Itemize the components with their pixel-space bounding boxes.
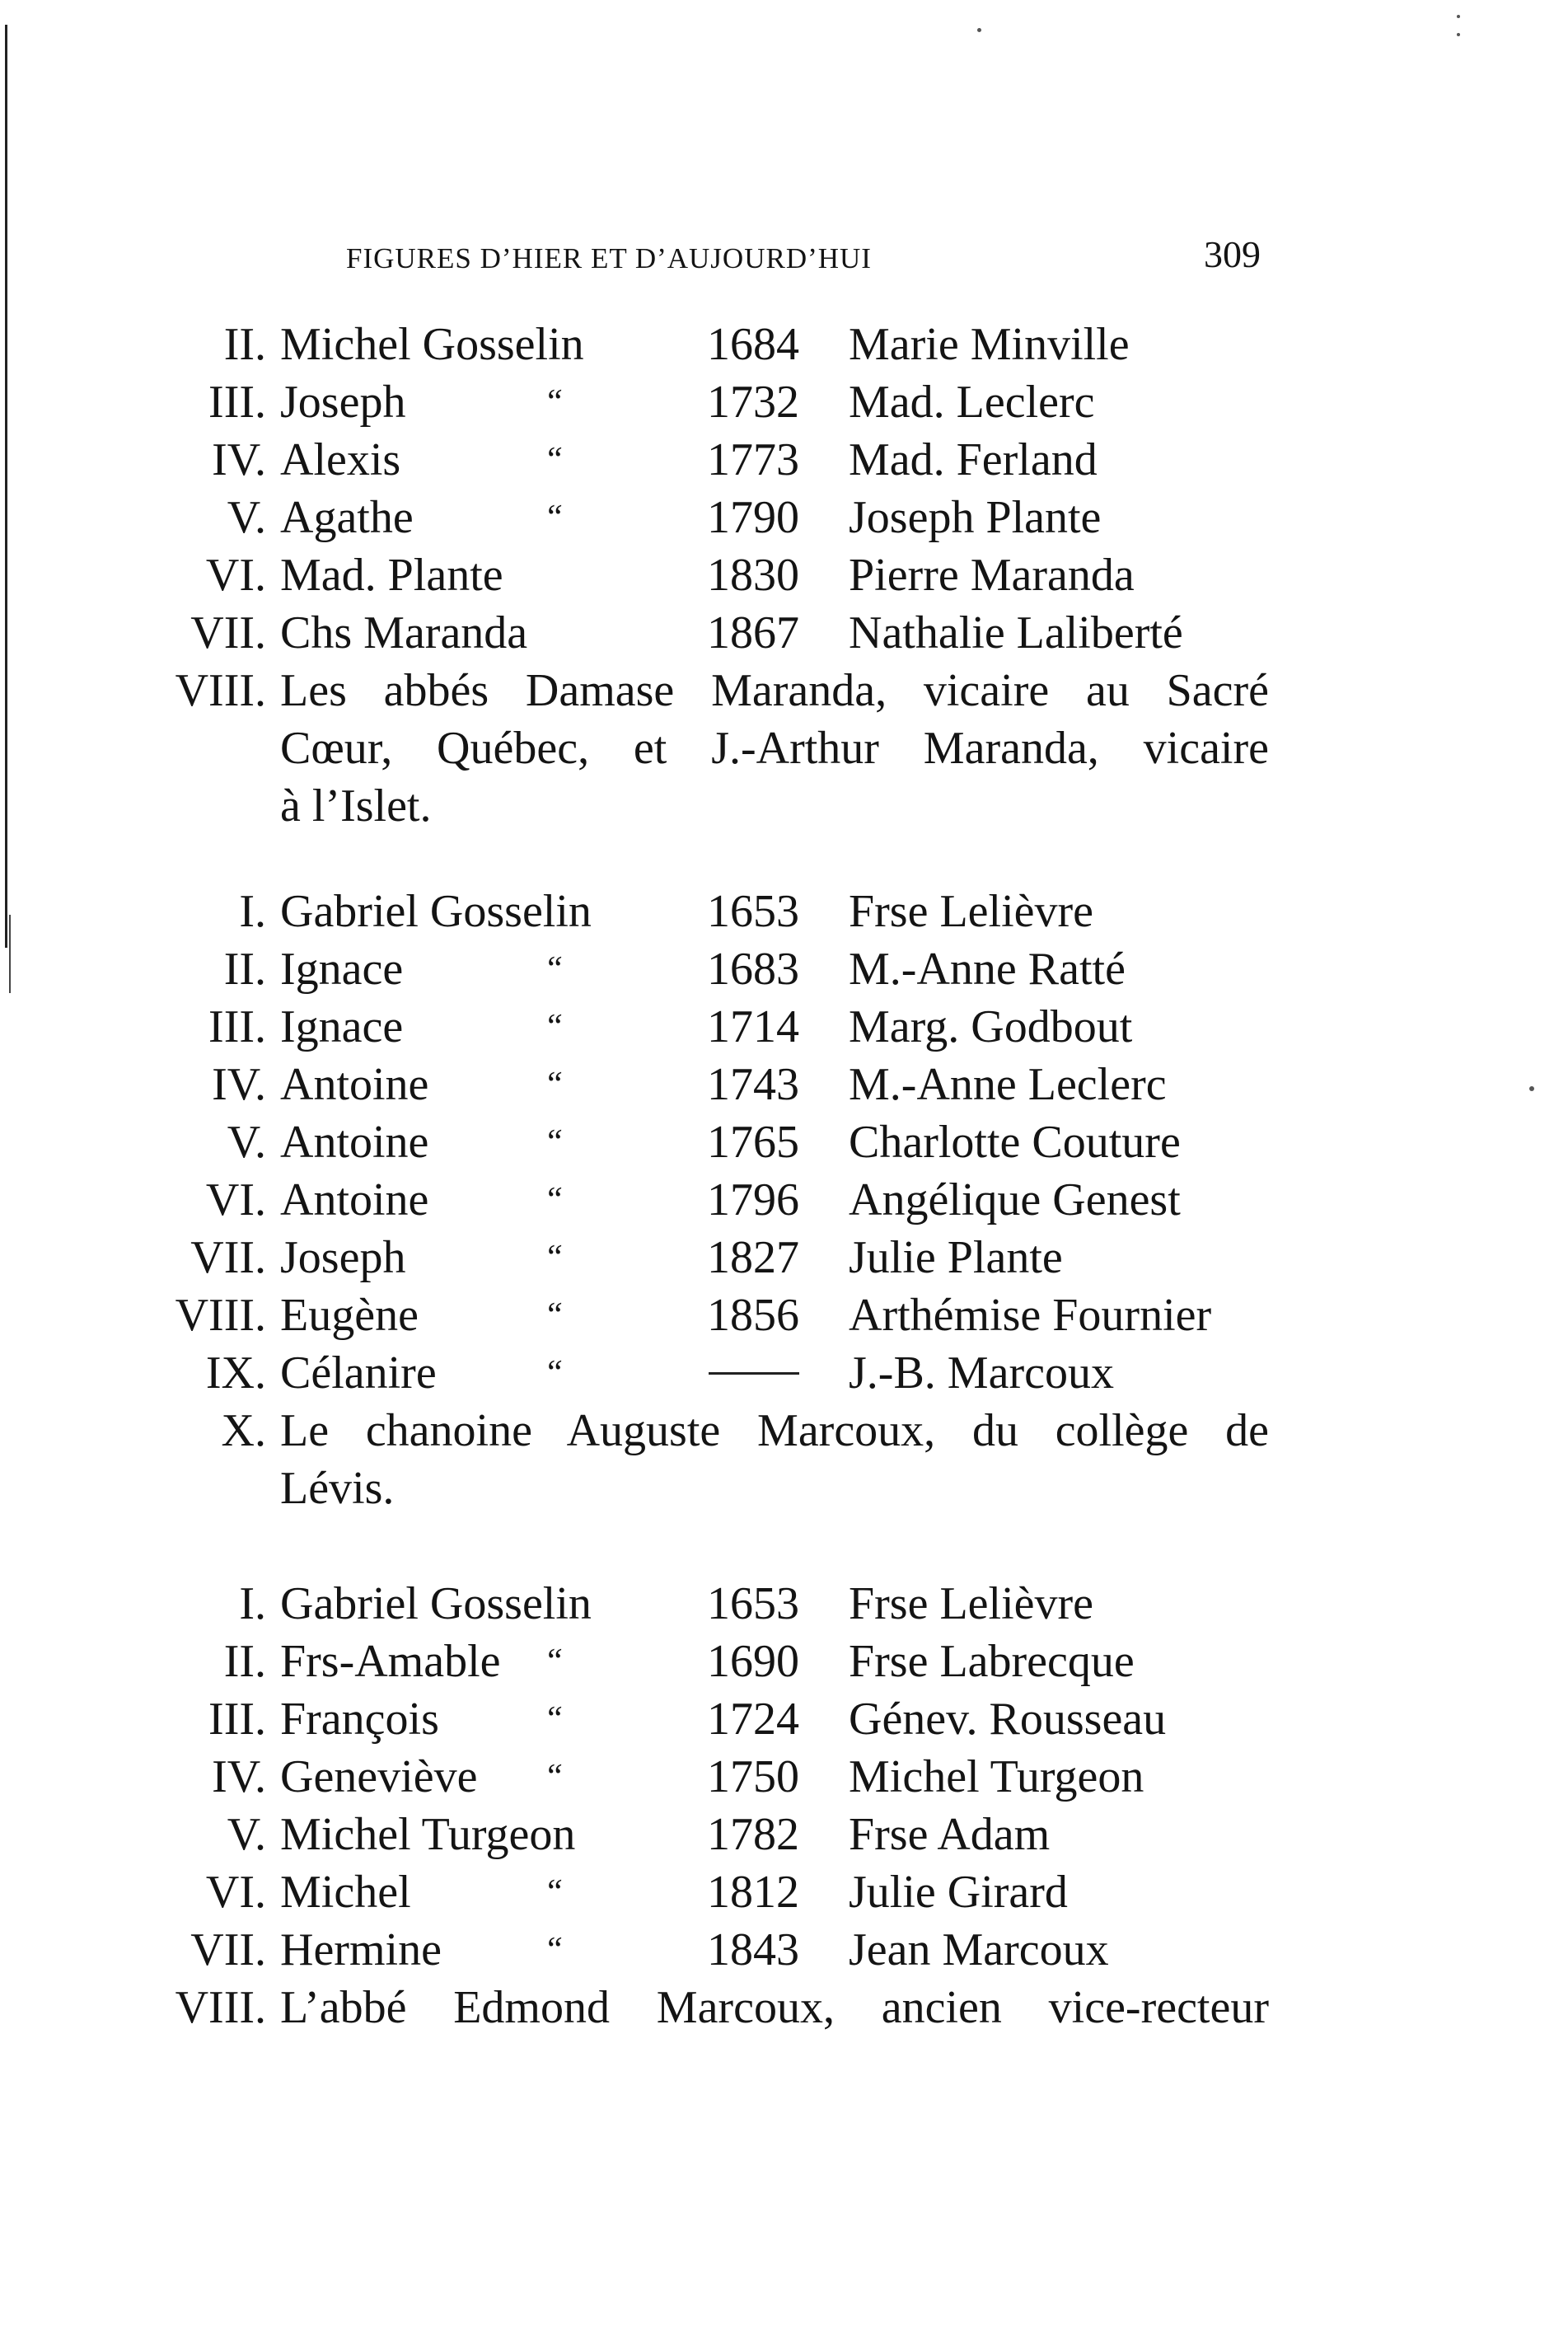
- generation-number: IX.: [205, 1347, 266, 1399]
- ditto-mark: “: [544, 1181, 564, 1219]
- table-row: [0, 1575, 1568, 1633]
- spouse-name: Marie Minville: [849, 319, 1130, 370]
- person-name: Antoine: [280, 1059, 429, 1110]
- spouse-name: Frse Labrecque: [849, 1636, 1135, 1687]
- running-title: FIGURES D’HIER ET D’AUJOURD’HUI: [346, 242, 872, 274]
- generation-number: VIII.: [175, 1982, 266, 2033]
- spouse-name: Michel Turgeon: [849, 1751, 1144, 1802]
- spouse-name: Julie Girard: [849, 1867, 1068, 1918]
- text-line: Lévis.: [280, 1463, 395, 1514]
- generation-number: VII.: [190, 1232, 266, 1283]
- scan-speck: [1457, 33, 1460, 36]
- ditto-mark: “: [544, 1700, 564, 1738]
- generation-number: V.: [227, 1117, 266, 1168]
- marriage-year: 1743: [707, 1059, 799, 1110]
- table-row: [0, 373, 1568, 431]
- table-row: [0, 489, 1568, 546]
- final-generation-row: [0, 1402, 1568, 1517]
- generation-number: V.: [227, 1809, 266, 1860]
- genealogy-section-2: [0, 883, 1568, 1517]
- page-header: [346, 232, 1261, 282]
- marriage-year: 1796: [707, 1174, 799, 1225]
- generation-number: III.: [208, 1001, 266, 1052]
- ditto-mark: “: [544, 1873, 564, 1911]
- spouse-name: Pierre Maranda: [849, 550, 1135, 601]
- spouse-name: Arthémise Fournier: [849, 1290, 1212, 1341]
- ditto-mark: “: [544, 1066, 564, 1104]
- generation-number: VIII.: [175, 1290, 266, 1341]
- generation-number: VI.: [205, 1867, 266, 1918]
- generation-number: I.: [239, 886, 266, 937]
- spouse-name: Angélique Genest: [849, 1174, 1181, 1225]
- marriage-year: 1827: [707, 1232, 799, 1283]
- generation-number: IV.: [212, 1059, 266, 1110]
- spouse-name: Marg. Godbout: [849, 1001, 1133, 1052]
- generation-number: VIII.: [175, 665, 266, 716]
- person-name: Mad. Plante: [280, 550, 503, 601]
- ditto-mark: “: [544, 1123, 564, 1161]
- genealogy-section-3: [0, 1575, 1568, 2036]
- ditto-mark: “: [544, 1296, 564, 1334]
- spouse-name: Joseph Plante: [849, 492, 1102, 543]
- marriage-year: 1782: [707, 1809, 799, 1860]
- marriage-year: 1714: [707, 1001, 799, 1052]
- person-name: Agathe: [280, 492, 414, 543]
- ditto-mark: “: [544, 441, 564, 479]
- person-name: Michel: [280, 1867, 411, 1918]
- person-name: Antoine: [280, 1117, 429, 1168]
- ditto-mark: “: [544, 1354, 564, 1392]
- generation-number: V.: [227, 492, 266, 543]
- table-row: [0, 1863, 1568, 1921]
- person-name: Antoine: [280, 1174, 429, 1225]
- marriage-year: 1812: [707, 1867, 799, 1918]
- ditto-mark: “: [544, 1931, 564, 1969]
- spouse-name: Frse Lelièvre: [849, 1578, 1093, 1629]
- table-row: [0, 1056, 1568, 1113]
- spouse-name: Nathalie Laliberté: [849, 607, 1183, 658]
- spouse-name: Frse Adam: [849, 1809, 1051, 1860]
- person-name: Hermine: [280, 1924, 442, 1975]
- marriage-year: 1690: [707, 1636, 799, 1687]
- marriage-year: 1765: [707, 1117, 799, 1168]
- generation-number: VII.: [190, 1924, 266, 1975]
- marriage-year: 1830: [707, 550, 799, 601]
- ditto-mark: “: [544, 1758, 564, 1796]
- person-name: Joseph: [280, 1232, 406, 1283]
- ditto-mark: “: [544, 1239, 564, 1277]
- table-row: [0, 1748, 1568, 1806]
- person-name: Ignace: [280, 944, 404, 995]
- ditto-mark: “: [544, 1642, 564, 1680]
- final-generation-row: [0, 1979, 1568, 2036]
- person-name: François: [280, 1694, 439, 1745]
- ditto-mark: “: [544, 950, 564, 988]
- final-generation-text: [280, 1979, 1269, 2036]
- scan-speck: [977, 28, 981, 32]
- spouse-name: Génev. Rousseau: [849, 1694, 1167, 1745]
- marriage-year: 1653: [707, 1578, 799, 1629]
- person-name: Gabriel Gosselin: [280, 886, 592, 937]
- spouse-name: M.-Anne Ratté: [849, 944, 1126, 995]
- generation-number: I.: [239, 1578, 266, 1629]
- table-row: [0, 940, 1568, 998]
- table-row: [0, 1286, 1568, 1344]
- spouse-name: Mad. Ferland: [849, 434, 1098, 485]
- marriage-year: 1773: [707, 434, 799, 485]
- person-name: Alexis: [280, 434, 401, 485]
- marriage-year: 1653: [707, 886, 799, 937]
- table-row: [0, 1806, 1568, 1863]
- marriage-year: 1867: [707, 607, 799, 658]
- table-row: [0, 316, 1568, 373]
- person-name: Eugène: [280, 1290, 419, 1341]
- generation-number: X.: [221, 1405, 266, 1456]
- table-row: [0, 1690, 1568, 1748]
- spouse-name: Charlotte Couture: [849, 1117, 1181, 1168]
- spouse-name: Jean Marcoux: [849, 1924, 1109, 1975]
- table-row: [0, 998, 1568, 1056]
- table-row: [0, 546, 1568, 604]
- table-row: [0, 883, 1568, 940]
- spouse-name: Frse Lelièvre: [849, 886, 1093, 937]
- generation-number: IV.: [212, 1751, 266, 1802]
- marriage-year: 1684: [707, 319, 799, 370]
- marriage-year: 1750: [707, 1751, 799, 1802]
- ditto-mark: “: [544, 383, 564, 421]
- person-name: Geneviève: [280, 1751, 478, 1802]
- generation-number: III.: [208, 1694, 266, 1745]
- person-name: Chs Maranda: [280, 607, 528, 658]
- generation-number: VI.: [205, 550, 266, 601]
- scan-speck: [1457, 15, 1460, 18]
- generation-number: III.: [208, 377, 266, 428]
- person-name: Joseph: [280, 377, 406, 428]
- person-name: Frs-Amable: [280, 1636, 501, 1687]
- text-line: à l’Islet.: [280, 780, 432, 832]
- spouse-name: Mad. Leclerc: [849, 377, 1095, 428]
- table-row: [0, 1921, 1568, 1979]
- page-number: 309: [1204, 233, 1261, 275]
- table-row: [0, 1633, 1568, 1690]
- generation-number: II.: [223, 319, 266, 370]
- person-name: Michel Turgeon: [280, 1809, 576, 1860]
- table-row: [0, 604, 1568, 662]
- genealogy-section-1: [0, 316, 1568, 835]
- marriage-year: 1790: [707, 492, 799, 543]
- marriage-year: 1732: [707, 377, 799, 428]
- table-row: [0, 431, 1568, 489]
- generation-number: VII.: [190, 607, 266, 658]
- marriage-year: 1843: [707, 1924, 799, 1975]
- person-name: Célanire: [280, 1347, 437, 1399]
- table-row: [0, 1229, 1568, 1286]
- generation-number: VI.: [205, 1174, 266, 1225]
- person-name: Ignace: [280, 1001, 404, 1052]
- final-generation-text: [280, 662, 1269, 835]
- marriage-year: 1856: [707, 1290, 799, 1341]
- person-name: Michel Gosselin: [280, 319, 584, 370]
- generation-number: II.: [223, 944, 266, 995]
- generation-number: II.: [223, 1636, 266, 1687]
- table-row: [0, 1113, 1568, 1171]
- person-name: Gabriel Gosselin: [280, 1578, 592, 1629]
- final-generation-text: [280, 1402, 1269, 1517]
- ditto-mark: “: [544, 499, 564, 537]
- marriage-year: 1683: [707, 944, 799, 995]
- ditto-mark: “: [544, 1008, 564, 1046]
- spouse-name: J.-B. Marcoux: [849, 1347, 1114, 1399]
- table-row: [0, 1344, 1568, 1402]
- text-line: Les abbés Damase Maranda, vicaire au Sacré: [280, 665, 1269, 716]
- final-generation-row: [0, 662, 1568, 835]
- text-line: Cœur, Québec, et J.-Arthur Maranda, vicaire: [280, 723, 1269, 774]
- text-line: L’abbé Edmond Marcoux, ancien vice-recteur: [280, 1982, 1269, 2033]
- generation-number: IV.: [212, 434, 266, 485]
- marriage-year: 1724: [707, 1694, 799, 1745]
- text-line: Le chanoine Auguste Marcoux, du collège de: [280, 1405, 1269, 1456]
- unknown-year-dash: [709, 1372, 799, 1375]
- spouse-name: M.-Anne Leclerc: [849, 1059, 1167, 1110]
- table-row: [0, 1171, 1568, 1229]
- spouse-name: Julie Plante: [849, 1232, 1063, 1283]
